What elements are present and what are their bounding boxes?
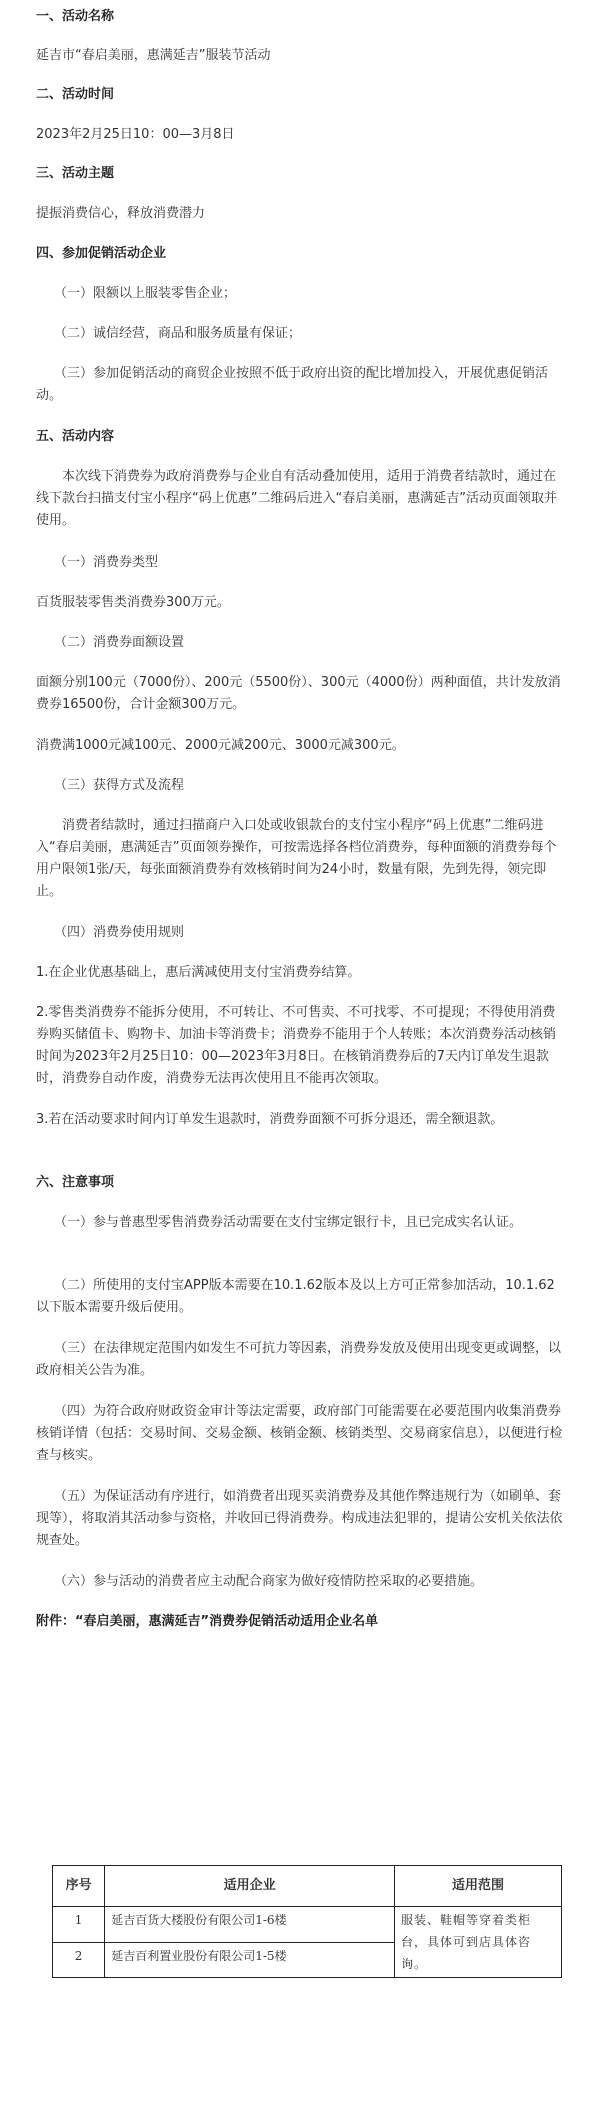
- section-5-paragraph: 消费者结款时，通过扫描商户入口处或收银款台的支付宝小程序“码上优惠”二维码进入“春启美丽，惠满延吉”页面领券操作，可按需选择各档位消费券，每种面额的消费券每个用户限领1张/天，每张面额消费券有效核销时间为24小时，数量有限，先到先得，领完即止。: [36, 818, 557, 899]
- table-header-row: [53, 1866, 562, 1907]
- section-5-sub-heading: （一）消费券类型: [54, 555, 159, 570]
- table-row: [53, 1907, 562, 1943]
- section-4-item: （二）诚信经营，商品和服务质量有保证；: [54, 326, 302, 341]
- section-6-title: 六、注意事项: [36, 1175, 115, 1190]
- row-company: 延吉百货大楼股份有限公司1-6楼: [105, 1907, 395, 1943]
- section-6-item: （一）参与普惠型零售消费券活动需要在支付宝绑定银行卡，且已完成实名认证。: [54, 1215, 523, 1230]
- section-4-item: （一）限额以上服装零售企业；: [54, 286, 237, 301]
- section-3-body: 提振消费信心，释放消费潜力: [36, 206, 206, 221]
- header-no: 序号: [53, 1866, 105, 1907]
- section-5-title: 五、活动内容: [36, 429, 115, 444]
- section-3-title: 三、活动主题: [36, 166, 115, 181]
- attachment-title: 附件：“春启美丽，惠满延吉”消费券促销活动适用企业名单: [36, 1614, 379, 1629]
- section-5-intro: 本次线下消费券为政府消费券与企业自有活动叠加使用，适用于消费者结款时，通过在线下款台扫描支付宝小程序“码上优惠”二维码后进入“春启美丽，惠满延吉”活动页面领取并使用。: [36, 469, 557, 528]
- row-company: 延吉百利置业股份有限公司1-5楼: [105, 1942, 395, 1978]
- section-2-title: 二、活动时间: [36, 87, 115, 102]
- section-6-item: （三）在法律规定范围内如发生不可抗力等因素，消费券发放及使用出现变更或调整，以政府相关公告为准。: [36, 1341, 562, 1378]
- section-6-item: （二）所使用的支付宝APP版本需要在10.1.62版本及以上方可正常参加活动，10.1.62以下版本需要升级后使用。: [36, 1278, 555, 1315]
- header-scope: 适用范围: [395, 1866, 562, 1907]
- section-4-item: （三）参加促销活动的商贸企业按照不低于政府出资的配比增加投入，开展优惠促销活动。: [36, 366, 549, 403]
- section-5-sub-heading: （二）消费券面额设置: [54, 635, 185, 650]
- section-5-sub-heading: （四）消费券使用规则: [54, 925, 185, 940]
- section-5-paragraph: 消费满1000元减100元、2000元减200元、3000元减300元。: [36, 738, 405, 753]
- attachment-table: [52, 1865, 562, 1978]
- header-company: 适用企业: [105, 1866, 395, 1907]
- section-5-sub-heading: （三）获得方式及流程: [54, 778, 185, 793]
- section-5-paragraph: 面额分别100元（7000份）、200元（5500份）、300元（4000份）两种面值，共计发放消费券16500份，合计金额300万元。: [36, 675, 561, 712]
- section-5-rule: 3.若在活动要求时间内订单发生退款时，消费券面额不可拆分退还，需全额退款。: [36, 1112, 504, 1127]
- section-2-body: 2023年2月25日10：00—3月8日: [36, 127, 235, 142]
- section-1-title: 一、活动名称: [36, 9, 115, 24]
- section-6-item: （四）为符合政府财政资金审计等法定需要，政府部门可能需要在必要范围内收集消费券核销详情（包括：交易时间、交易金额、核销金额、核销类型、交易商家信息），以便进行检查与核实。: [36, 1404, 563, 1463]
- row-no: 2: [53, 1942, 105, 1978]
- section-1-body: 延吉市“春启美丽，惠满延吉”服装节活动: [36, 48, 271, 63]
- section-6-item: （五）为保证活动有序进行，如消费者出现买卖消费券及其他作弊违规行为（如刷单、套现等），将取消其活动参与资格，并收回已得消费券。构成违法犯罪的，提请公安机关依法依规查处。: [36, 1489, 563, 1548]
- section-6-item: （六）参与活动的消费者应主动配合商家为做好疫情防控采取的必要措施。: [54, 1574, 484, 1589]
- section-5-paragraph: 百货服装零售类消费券300万元。: [36, 595, 230, 610]
- row-no: 1: [53, 1907, 105, 1943]
- row-scope: 服装、鞋帽等穿着类柜台，具体可到店具体咨询。: [395, 1907, 562, 1978]
- section-5-rule: 1.在企业优惠基础上，惠后满减使用支付宝消费券结算。: [36, 965, 361, 980]
- section-4-title: 四、参加促销活动企业: [36, 246, 167, 261]
- section-5-rule: 2.零售类消费券不能拆分使用，不可转让、不可售卖、不可找零、不可提现；不得使用消费券购买储值卡、购物卡、加油卡等消费卡；消费券不能用于个人转账；本次消费券活动核销时间为2023年2月25日10：00—2023年3月8日。在核销消费券后的7天内订单发生退款时，消费券自动作废，消费券无法再次使用且不能再次领取。: [36, 1005, 557, 1086]
